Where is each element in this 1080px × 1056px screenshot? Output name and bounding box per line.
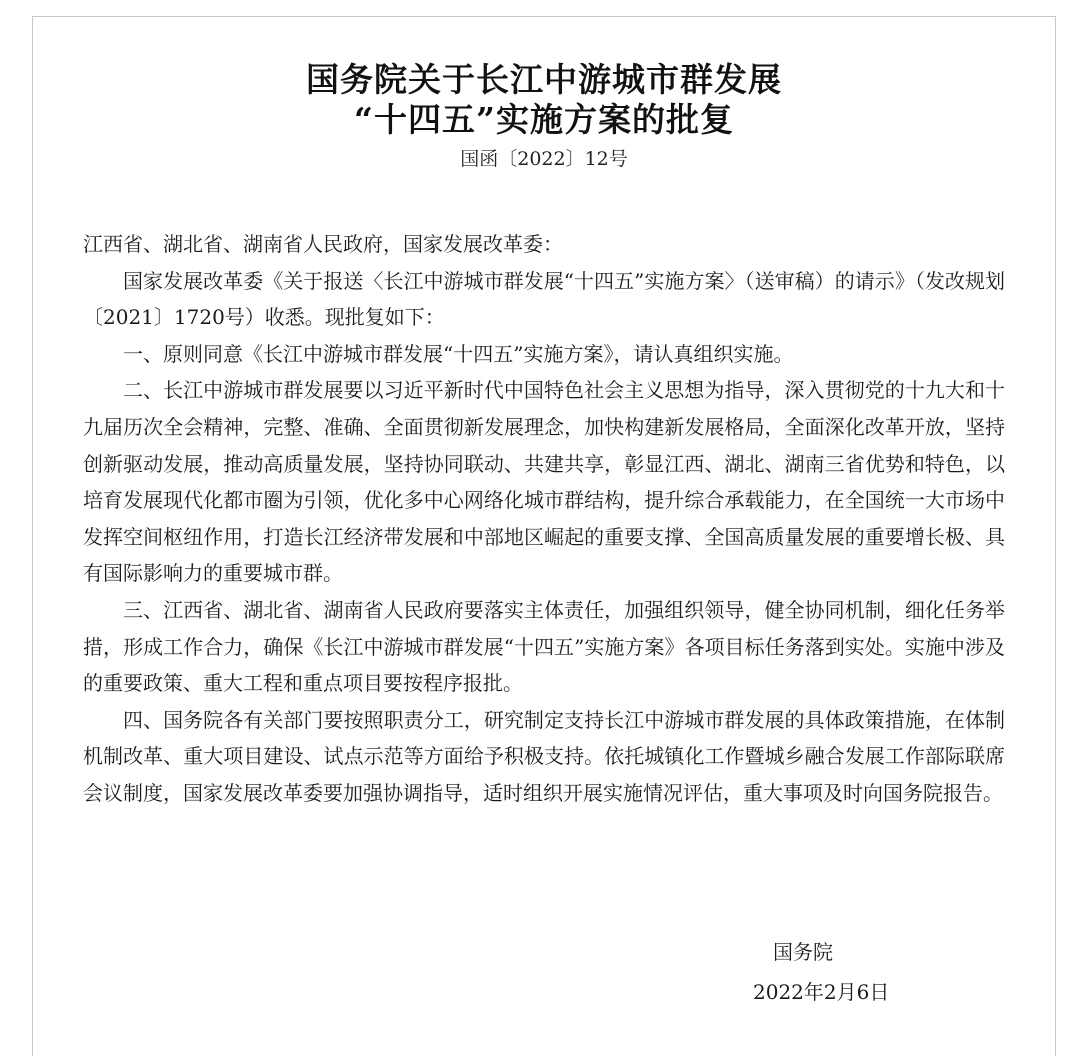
document-number: 国函〔2022〕12号 [460,148,628,170]
signature-organization: 国务院 [773,940,833,964]
paragraph-item-4: 四、国务院各有关部门要按照职责分工，研究制定支持长江中游城市群发展的具体政策措施，在体制机制改革、重大项目建设、试点示范等方面给予积极支持。依托城镇化工作暨城乡融合发展工作部际联席会议制度，国家发展改革委要加强协调指导，适时组织开展实施情况评估，重大事项及时向国务院报告。 [83,707,1005,805]
document-title-line2: “十四五”实施方案的批复 [354,100,734,139]
addressee: 江西省、湖北省、湖南省人民政府，国家发展改革委： [83,232,563,256]
paragraph-item-1: 一、原则同意《长江中游城市群发展“十四五”实施方案》，请认真组织实施。 [123,341,794,366]
document-title-line1: 国务院关于长江中游城市群发展 [306,60,782,99]
document-page [32,16,1056,1056]
paragraph-item-2: 二、长江中游城市群发展要以习近平新时代中国特色社会主义思想为指导，深入贯彻党的十九大和十九届历次全会精神，完整、准确、全面贯彻新发展理念，加快构建新发展格局，全面深化改革开放，坚持创新驱动发展，推动高质量发展，坚持协同联动、共建共享，彰显江西、湖北、湖南三省优势和特色，以培育发展现代化都市圈为引领，优化多中心网络化城市群结构，提升综合承载能力，在全国统一大市场中发挥空间枢纽作用，打造长江经济带发展和中部地区崛起的重要支撑、全国高质量发展的重要增长极、具有国际影响力的重要城市群。 [83,378,1005,586]
paragraph-item-3: 三、江西省、湖北省、湖南省人民政府要落实主体责任，加强组织领导，健全协同机制，细化任务举措，形成工作合力，确保《长江中游城市群发展“十四五”实施方案》各项目标任务落到实处。实施中涉及的重要政策、重大工程和重点项目要按程序报批。 [83,597,1005,696]
document-body [83,226,1005,812]
paragraph-intro: 国家发展改革委《关于报送〈长江中游城市群发展“十四五”实施方案〉（送审稿）的请示》（发改规划〔2021〕1720号）收悉。现批复如下： [83,268,1005,330]
signature-date: 2022年2月6日 [753,980,890,1004]
